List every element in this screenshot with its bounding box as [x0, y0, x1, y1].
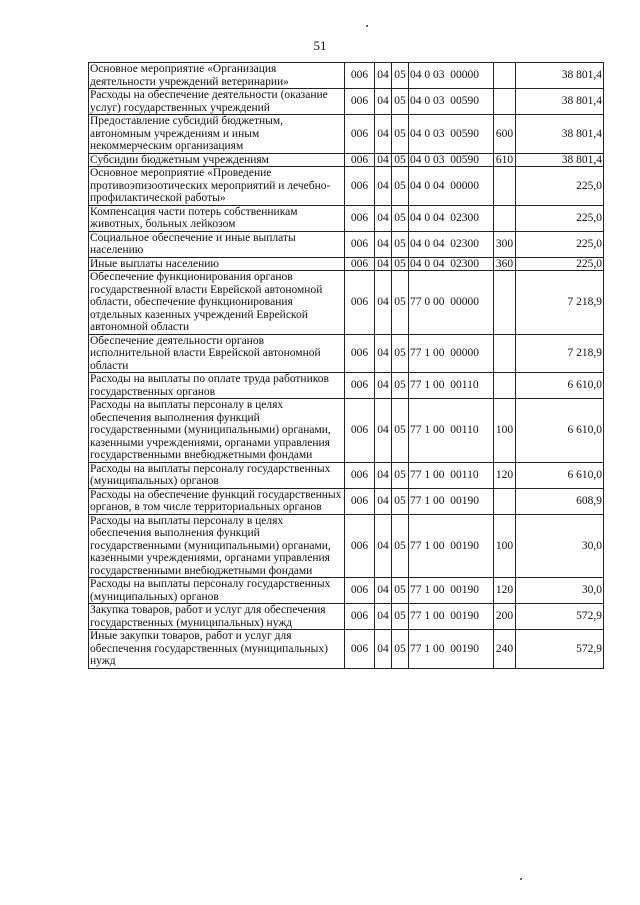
- admin-code-cell: 006: [345, 334, 375, 373]
- amount-cell: 6 610,0: [516, 462, 604, 488]
- section-code-cell: 04: [375, 257, 392, 271]
- expense-type-cell: 120: [494, 578, 516, 604]
- expense-name-cell: Расходы на выплаты персоналу в целях обеспечения выполнения функций государственными (муниципальными) органами, казенными учреждениями, органами управления государственными внебюджетными фондами: [89, 514, 345, 578]
- amount-cell: 6 610,0: [516, 399, 604, 463]
- section-code-cell: 04: [375, 153, 392, 167]
- admin-code-cell: 006: [345, 63, 375, 89]
- expense-type-cell: 610: [494, 153, 516, 167]
- amount-cell: 608,9: [516, 488, 604, 514]
- expense-name-cell: Компенсация части потерь собственникам животных, больных лейкозом: [89, 205, 345, 231]
- section-code-cell: 04: [375, 334, 392, 373]
- admin-code-cell: 006: [345, 115, 375, 154]
- amount-cell: 30,0: [516, 578, 604, 604]
- expense-type-cell: [494, 89, 516, 115]
- amount-cell: 38 801,4: [516, 63, 604, 89]
- section-code-cell: 04: [375, 462, 392, 488]
- amount-cell: 6 610,0: [516, 373, 604, 399]
- table-row: [89, 115, 604, 154]
- admin-code-cell: 006: [345, 153, 375, 167]
- target-article-cell: 04 0 03 00000: [409, 63, 494, 89]
- amount-cell: 572,9: [516, 630, 604, 669]
- admin-code-cell: 006: [345, 578, 375, 604]
- subsection-code-cell: 05: [392, 205, 409, 231]
- target-article-cell: 77 1 00 00110: [409, 462, 494, 488]
- section-code-cell: 04: [375, 89, 392, 115]
- admin-code-cell: 006: [345, 231, 375, 257]
- admin-code-cell: 006: [345, 89, 375, 115]
- expense-type-cell: 300: [494, 231, 516, 257]
- expense-name-cell: Расходы на обеспечение деятельности (оказание услуг) государственных учреждений: [89, 89, 345, 115]
- subsection-code-cell: 05: [392, 167, 409, 206]
- admin-code-cell: 006: [345, 257, 375, 271]
- amount-cell: 225,0: [516, 257, 604, 271]
- table-row: [89, 488, 604, 514]
- amount-cell: 30,0: [516, 514, 604, 578]
- expense-type-cell: [494, 488, 516, 514]
- target-article-cell: 04 0 04 02300: [409, 205, 494, 231]
- subsection-code-cell: 05: [392, 604, 409, 630]
- table-row: [89, 334, 604, 373]
- table-row: [89, 630, 604, 669]
- target-article-cell: 77 1 00 00190: [409, 514, 494, 578]
- expense-name-cell: Основное мероприятие «Проведение противоэпизоотических мероприятий и лечебно-профилактической работы»: [89, 167, 345, 206]
- expense-type-cell: [494, 205, 516, 231]
- expense-name-cell: Расходы на выплаты персоналу государственных (муниципальных) органов: [89, 462, 345, 488]
- table-row: [89, 373, 604, 399]
- expense-name-cell: Обеспечение функционирования органов государственной власти Еврейской автономной области, обеспечение функционирования отдельных казенных учреждений Еврейской автономной области: [89, 271, 345, 335]
- target-article-cell: 04 0 03 00590: [409, 153, 494, 167]
- target-article-cell: 77 1 00 00110: [409, 373, 494, 399]
- section-code-cell: 04: [375, 399, 392, 463]
- table-row: [89, 271, 604, 335]
- expense-name-cell: Основное мероприятие «Организация деятельности учреждений ветеринарии»: [89, 63, 345, 89]
- section-code-cell: 04: [375, 271, 392, 335]
- expense-type-cell: [494, 373, 516, 399]
- target-article-cell: 77 1 00 00190: [409, 578, 494, 604]
- amount-cell: 38 801,4: [516, 153, 604, 167]
- section-code-cell: 04: [375, 578, 392, 604]
- expense-type-cell: 600: [494, 115, 516, 154]
- table-row: [89, 257, 604, 271]
- subsection-code-cell: 05: [392, 488, 409, 514]
- expense-name-cell: Закупка товаров, работ и услуг для обеспечения государственных (муниципальных) нужд: [89, 604, 345, 630]
- budget-table: [88, 62, 604, 669]
- admin-code-cell: 006: [345, 630, 375, 669]
- scan-speck: [366, 25, 368, 27]
- expense-name-cell: Обеспечение деятельности органов исполнительной власти Еврейской автономной области: [89, 334, 345, 373]
- expense-name-cell: Расходы на выплаты персоналу государственных (муниципальных) органов: [89, 578, 345, 604]
- subsection-code-cell: 05: [392, 630, 409, 669]
- expense-type-cell: [494, 167, 516, 206]
- target-article-cell: 77 0 00 00000: [409, 271, 494, 335]
- target-article-cell: 77 1 00 00110: [409, 399, 494, 463]
- subsection-code-cell: 05: [392, 231, 409, 257]
- expense-name-cell: Субсидии бюджетным учреждениям: [89, 153, 345, 167]
- subsection-code-cell: 05: [392, 153, 409, 167]
- table-row: [89, 231, 604, 257]
- section-code-cell: 04: [375, 604, 392, 630]
- table-row: [89, 167, 604, 206]
- table-row: [89, 63, 604, 89]
- target-article-cell: 77 1 00 00190: [409, 604, 494, 630]
- subsection-code-cell: 05: [392, 373, 409, 399]
- section-code-cell: 04: [375, 630, 392, 669]
- expense-name-cell: Предоставление субсидий бюджетным, автономным учреждениям и иным некоммерческим организациям: [89, 115, 345, 154]
- admin-code-cell: 006: [345, 514, 375, 578]
- admin-code-cell: 006: [345, 462, 375, 488]
- section-code-cell: 04: [375, 205, 392, 231]
- subsection-code-cell: 05: [392, 462, 409, 488]
- target-article-cell: 04 0 03 00590: [409, 89, 494, 115]
- target-article-cell: 04 0 04 02300: [409, 231, 494, 257]
- expense-type-cell: [494, 334, 516, 373]
- subsection-code-cell: 05: [392, 399, 409, 463]
- table-row: [89, 578, 604, 604]
- amount-cell: 38 801,4: [516, 89, 604, 115]
- table-row: [89, 514, 604, 578]
- subsection-code-cell: 05: [392, 257, 409, 271]
- section-code-cell: 04: [375, 373, 392, 399]
- table-row: [89, 399, 604, 463]
- amount-cell: 225,0: [516, 167, 604, 206]
- table-row: [89, 462, 604, 488]
- expense-type-cell: [494, 271, 516, 335]
- expense-name-cell: Расходы на выплаты персоналу в целях обеспечения выполнения функций государственными (муниципальными) органами, казенными учреждениями, органами управления государственными внебюджетными фондами: [89, 399, 345, 463]
- target-article-cell: 77 1 00 00190: [409, 488, 494, 514]
- amount-cell: 7 218,9: [516, 334, 604, 373]
- section-code-cell: 04: [375, 167, 392, 206]
- subsection-code-cell: 05: [392, 89, 409, 115]
- subsection-code-cell: 05: [392, 578, 409, 604]
- expense-type-cell: 100: [494, 399, 516, 463]
- amount-cell: 225,0: [516, 205, 604, 231]
- expense-name-cell: Расходы на выплаты по оплате труда работников государственных органов: [89, 373, 345, 399]
- subsection-code-cell: 05: [392, 514, 409, 578]
- expense-type-cell: [494, 63, 516, 89]
- expense-type-cell: 360: [494, 257, 516, 271]
- target-article-cell: 04 0 04 02300: [409, 257, 494, 271]
- admin-code-cell: 006: [345, 271, 375, 335]
- scan-speck: [520, 878, 522, 880]
- admin-code-cell: 006: [345, 373, 375, 399]
- subsection-code-cell: 05: [392, 115, 409, 154]
- page-number: 51: [313, 38, 327, 53]
- table-row: [89, 89, 604, 115]
- expense-type-cell: 240: [494, 630, 516, 669]
- table-row: [89, 604, 604, 630]
- expense-type-cell: 100: [494, 514, 516, 578]
- target-article-cell: 77 1 00 00190: [409, 630, 494, 669]
- subsection-code-cell: 05: [392, 334, 409, 373]
- admin-code-cell: 006: [345, 205, 375, 231]
- target-article-cell: 77 1 00 00000: [409, 334, 494, 373]
- amount-cell: 38 801,4: [516, 115, 604, 154]
- admin-code-cell: 006: [345, 488, 375, 514]
- section-code-cell: 04: [375, 514, 392, 578]
- section-code-cell: 04: [375, 115, 392, 154]
- subsection-code-cell: 05: [392, 63, 409, 89]
- expense-name-cell: Социальное обеспечение и иные выплаты населению: [89, 231, 345, 257]
- amount-cell: 7 218,9: [516, 271, 604, 335]
- target-article-cell: 04 0 03 00590: [409, 115, 494, 154]
- amount-cell: 225,0: [516, 231, 604, 257]
- expense-type-cell: 120: [494, 462, 516, 488]
- subsection-code-cell: 05: [392, 271, 409, 335]
- section-code-cell: 04: [375, 63, 392, 89]
- section-code-cell: 04: [375, 488, 392, 514]
- target-article-cell: 04 0 04 00000: [409, 167, 494, 206]
- admin-code-cell: 006: [345, 167, 375, 206]
- admin-code-cell: 006: [345, 399, 375, 463]
- expense-name-cell: Иные закупки товаров, работ и услуг для обеспечения государственных (муниципальных) нужд: [89, 630, 345, 669]
- expense-name-cell: Иные выплаты населению: [89, 257, 345, 271]
- budget-table-body: [89, 63, 604, 669]
- expense-type-cell: 200: [494, 604, 516, 630]
- amount-cell: 572,9: [516, 604, 604, 630]
- section-code-cell: 04: [375, 231, 392, 257]
- table-row: [89, 153, 604, 167]
- table-row: [89, 205, 604, 231]
- admin-code-cell: 006: [345, 604, 375, 630]
- expense-name-cell: Расходы на обеспечение функций государственных органов, в том числе территориальных органов: [89, 488, 345, 514]
